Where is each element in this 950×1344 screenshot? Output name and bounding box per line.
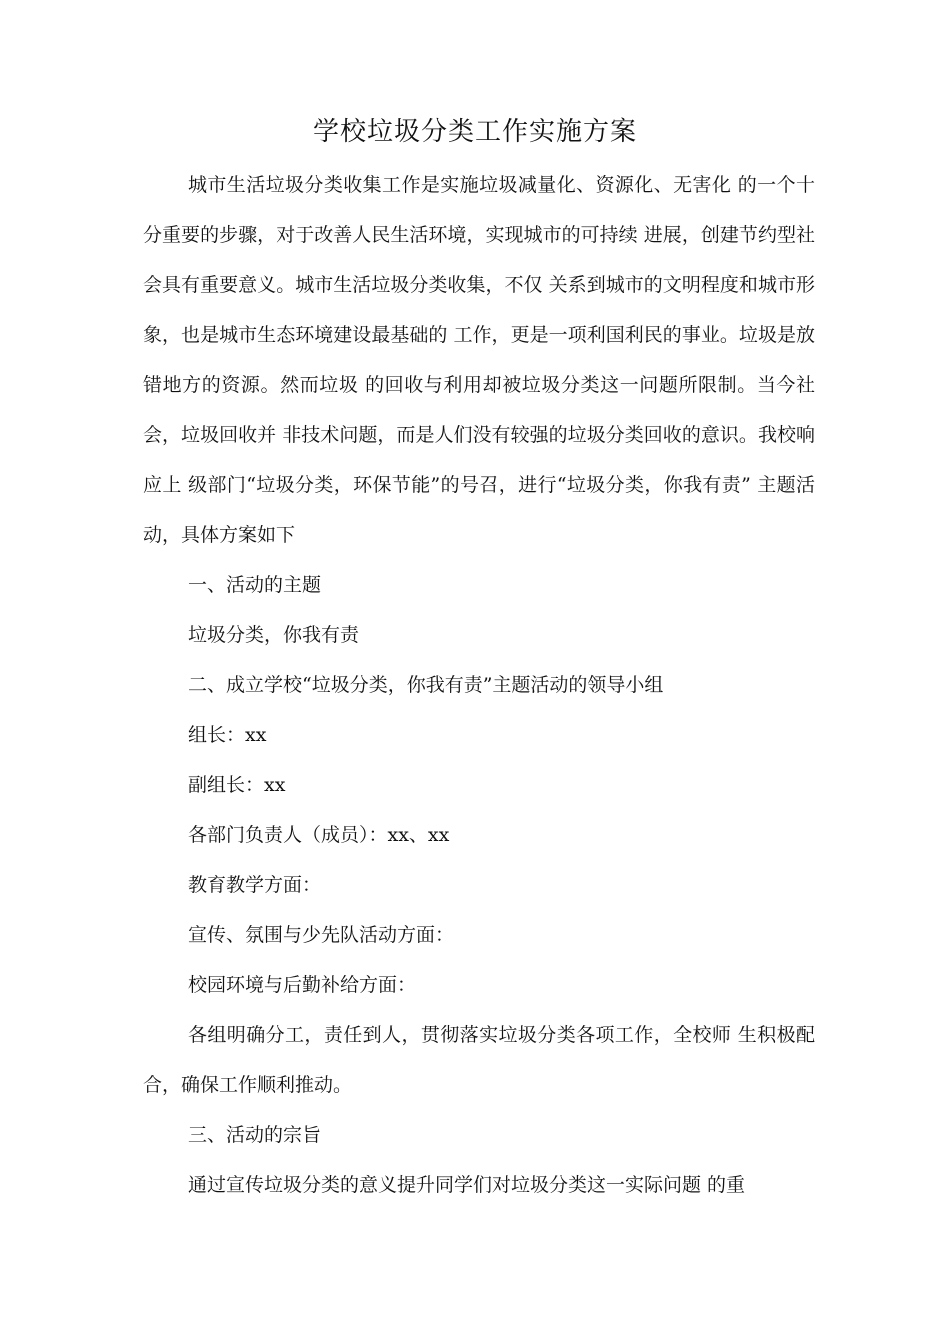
paragraph-deputy-leader: 副组长：xx	[188, 774, 286, 796]
heading-section-3: 三、活动的宗旨	[188, 1124, 322, 1146]
document-title: 学校垃圾分类工作实施方案	[312, 117, 637, 147]
paragraph-theme: 垃圾分类，你我有责	[188, 624, 360, 646]
document-body	[143, 160, 815, 1210]
paragraph-purpose: 通过宣传垃圾分类的意义提升同学们对垃圾分类这一实际问题 的重	[188, 1174, 746, 1196]
heading-section-2: 二、成立学校“垃圾分类，你我有责”主题活动的领导小组	[188, 674, 664, 696]
paragraph-publicity: 宣传、氛围与少先队活动方面：	[188, 924, 455, 946]
paragraph-education: 教育教学方面：	[188, 874, 322, 896]
paragraph-intro: 城市生活垃圾分类收集工作是实施垃圾减量化、资源化、无害化 的一个十分重要的步骤，对于改善人民生活环境，实现城市的可持续 进展，创建节约型社会具有重要意义。城市生活垃圾分类收集，不仅 关系到城市的文明程度和城市形象，也是城市生态环境建设最基础的 工作，更是一项利国利民的事业。垃圾是放错地方的资源。然而垃圾 的回收与利用却被垃圾分类这一问题所限制。当今社会，垃圾回收并 非技术问题，而是人们没有较强的垃圾分类回收的意识。我校响应上 级部门“垃圾分类，环保节能”的号召，进行“垃圾分类，你我有责” 主题活动，具体方案如下	[143, 174, 815, 546]
paragraph-division-of-work: 各组明确分工，责任到人，贯彻落实垃圾分类各项工作，全校师 生积极配合，确保工作顺利推动。	[143, 1024, 815, 1096]
paragraph-campus-logistics: 校园环境与后勤补给方面：	[188, 974, 417, 996]
paragraph-leader: 组长：xx	[188, 724, 267, 746]
paragraph-members: 各部门负责人（成员）：xx、xx	[188, 824, 450, 846]
heading-section-1: 一、活动的主题	[188, 574, 322, 596]
